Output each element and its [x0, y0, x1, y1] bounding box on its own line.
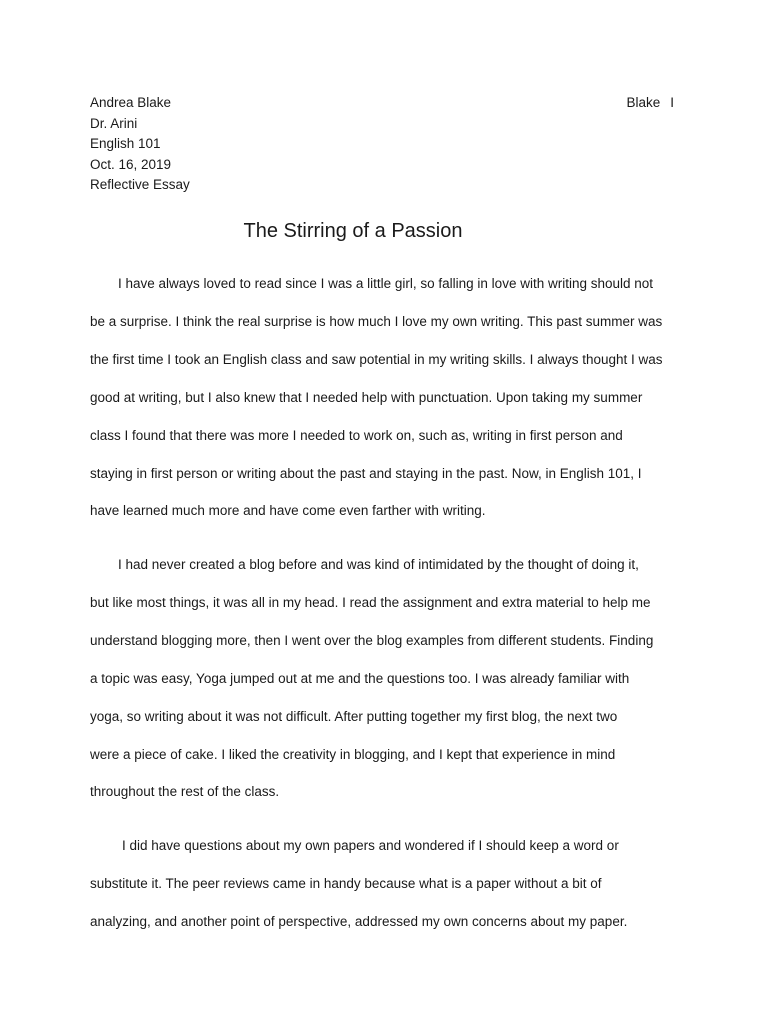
paragraph-3-line-3: analyzing, and another point of perspective, addressed my own concerns about my paper. [90, 914, 628, 929]
assignment-type: Reflective Essay [90, 177, 190, 192]
paragraph-3-line-1: I did have questions about my own papers and wondered if I should keep a word or [122, 838, 619, 853]
course-name: English 101 [90, 136, 161, 151]
running-header [626, 93, 674, 114]
paragraph-2-line-7: throughout the rest of the class. [90, 784, 280, 799]
paragraph-2-line-5: yoga, so writing about it was not difficult. After putting together my first blog, the next two [90, 709, 618, 724]
paragraph-1-line-4: good at writing, but I also knew that I needed help with punctuation. Upon taking my summer [90, 390, 643, 405]
paragraph-1-line-5: class I found that there was more I needed to work on, such as, writing in first person and [90, 428, 623, 443]
paragraph-3-line-2: substitute it. The peer reviews came in handy because what is a paper without a bit of [90, 876, 602, 891]
paragraph-1-line-7: have learned much more and have come even farther with writing. [90, 503, 486, 518]
paragraph-2-line-3: understand blogging more, then I went over the blog examples from different students. Finding [90, 633, 654, 648]
paragraph-2-line-1: I had never created a blog before and was kind of intimidated by the thought of doing it, [118, 557, 639, 572]
mla-heading [90, 93, 190, 196]
paragraph-1-line-2: be a surprise. I think the real surprise is how much I love my own writing. This past summer was [90, 314, 663, 329]
paragraph-1-line-3: the first time I took an English class and saw potential in my writing skills. I always thought I was [90, 352, 663, 367]
paragraph-2-line-4: a topic was easy, Yoga jumped out at me and the questions too. I was already familiar with [90, 671, 630, 686]
essay-date: Oct. 16, 2019 [90, 156, 172, 172]
running-header-surname: Blake [626, 95, 661, 110]
instructor-name: Dr. Arini [90, 115, 138, 131]
page-number: I [670, 95, 674, 110]
paragraph-2-line-6: were a piece of cake. I liked the creativity in blogging, and I kept that experience in mind [90, 747, 616, 762]
author-name: Andrea Blake [90, 95, 172, 110]
paragraph-1-line-6: staying in first person or writing about the past and staying in the past. Now, in English 101, I [90, 466, 642, 481]
paragraph-2-line-2: but like most things, it was all in my head. I read the assignment and extra material to help me [90, 595, 651, 610]
paragraph-1-line-1: I have always loved to read since I was a little girl, so falling in love with writing should not [118, 276, 654, 291]
essay-title: The Stirring of a Passion [243, 220, 463, 242]
